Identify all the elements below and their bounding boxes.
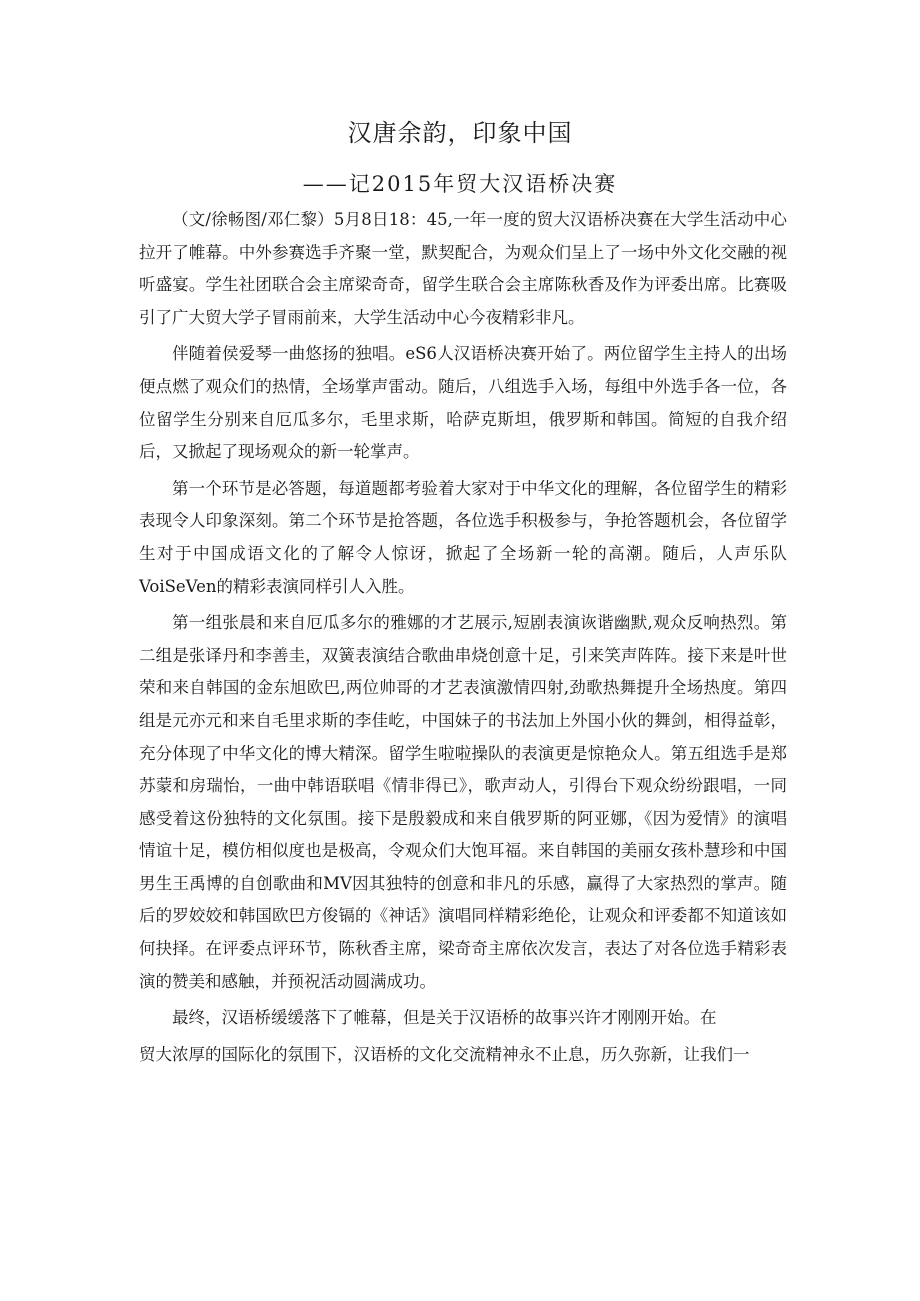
paragraph-2: 伴随着侯爱琴一曲悠扬的独唱。eS6人汉语桥决赛开始了。两位留学生主持人的出场便点燃了观众们的热情，全场掌声雷动。随后，八组选手入场，每组中外选手各一位，各位留学生分别来自厄瓜多尔，毛里求斯，哈萨克斯坦，俄罗斯和韩国。简短的自我介绍后，又掀起了现场观众的新一轮掌声。 [139, 344, 787, 462]
paragraph-4: 第一组张晨和来自厄瓜多尔的雅娜的才艺展示,短剧表演诙谐幽默,观众反响热烈。第二组是张译丹和李善圭，双簧表演结合歌曲串烧创意十足，引来笑声阵阵。接下来是叶世荣和来自韩国的金东旭欧巴,两位帅哥的才艺表演激情四射,劲歌热舞提升全场热度。第四组是元亦元和来自毛里求斯的李佳屹，中国妹子的书法加上外国小伙的舞剑，相得益彰，充分体现了中华文化的博大精深。留学生啦啦操队的表演更是惊艳众人。第五组选手是郑苏蒙和房瑞怡，一曲中韩语联唱《情非得已》，歌声动人，引得台下观众纷纷跟唱，一同感受着这份独特的文化氛围。接下是殷毅成和来自俄罗斯的阿亚娜，《因为爱情》的演唱情谊十足，模仿相似度也是极高，令观众们大饱耳福。来自韩国的美丽女孩朴慧珍和中国男生王禹博的自创歌曲和MV因其独特的创意和非凡的乐感，赢得了大家热烈的掌声。随后的罗姣姣和韩国欧巴方俊镉的《神话》演唱同样精彩绝伦，让观众和评委都不知道该如何抉择。在评委点评环节，陈秋香主席，梁奇奇主席依次发言，表达了对各位选手精彩表演的赞美和感触，并预祝活动圆满成功。 [139, 613, 787, 991]
article-subtitle: ——记2015年贸大汉语桥决赛 [302, 172, 618, 196]
paragraph-1: （文/徐畅图/邓仁黎）5月8日18：45,一年一度的贸大汉语桥决赛在大学生活动中心拉开了帷幕。中外参赛选手齐聚一堂，默契配合，为观众们呈上了一场中外文化交融的视听盛宴。学生社团联合会主席梁奇奇，留学生联合会主席陈秋香及作为评委出席。比赛吸引了广大贸大学子冒雨前来，大学生活动中心今夜精彩非凡。 [139, 210, 787, 327]
article-body [139, 204, 787, 1075]
paragraph-3: 第一个环节是必答题，每道题都考验着大家对于中华文化的理解，各位留学生的精彩表现令人印象深刻。第二个环节是抢答题，各位选手积极参与，争抢答题机会，各位留学生对于中国成语文化的了解令人惊讶，掀起了全场新一轮的高潮。随后，人声乐队VoiSeVen的精彩表演同样引人入胜。 [139, 478, 787, 596]
paragraph-5-continued: 贸大浓厚的国际化的氛围下，汉语桥的文化交流精神永不止息，历久弥新，让我们一 [139, 1044, 750, 1064]
paragraph-5: 最终，汉语桥缓缓落下了帷幕，但是关于汉语桥的故事兴许才刚刚开始。在 [172, 1008, 717, 1028]
article-title: 汉唐余韵，印象中国 [347, 119, 573, 147]
